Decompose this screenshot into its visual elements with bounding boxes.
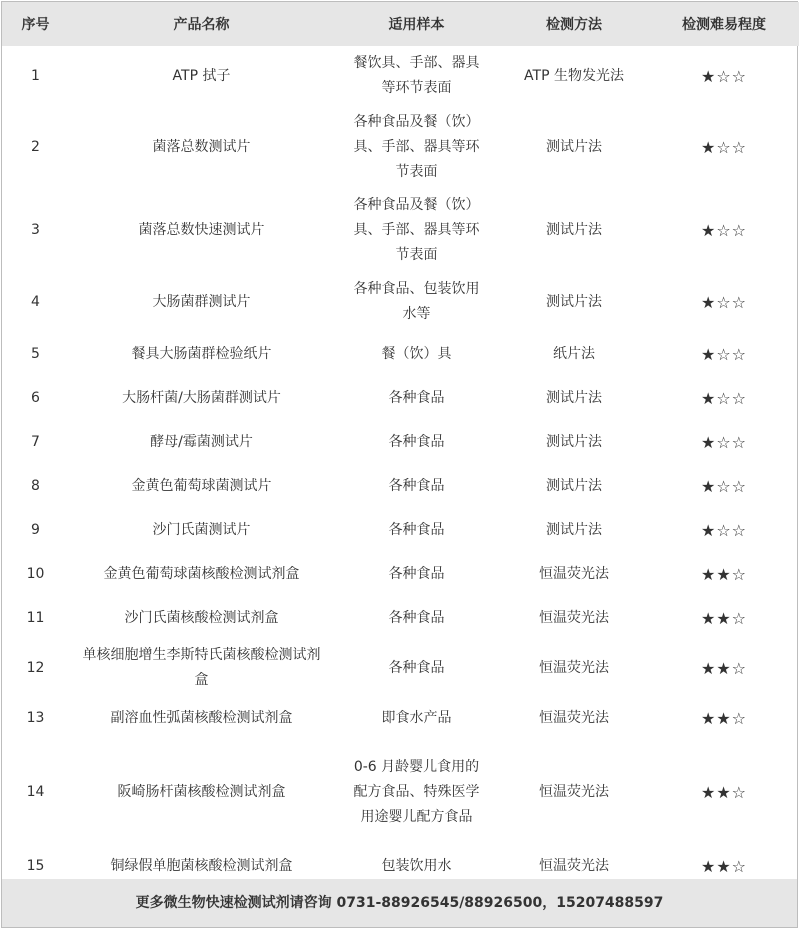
cell-method: 恒温荧光法 bbox=[539, 565, 609, 582]
cell-method: 测试片法 bbox=[546, 293, 602, 310]
filled-star-icon: ★ bbox=[700, 782, 717, 802]
empty-star-icon: ☆ bbox=[731, 658, 748, 678]
cell-product-name: 单核细胞增生李斯特氏菌核酸检测试剂盒 bbox=[82, 647, 321, 688]
cell-difficulty-rating bbox=[649, 420, 799, 464]
filled-star-icon: ★ bbox=[700, 388, 717, 408]
empty-star-icon: ☆ bbox=[731, 66, 748, 86]
filled-star-icon: ★ bbox=[700, 292, 717, 312]
table-row bbox=[2, 332, 799, 376]
table-row bbox=[2, 420, 799, 464]
filled-star-icon: ★ bbox=[700, 608, 717, 628]
filled-star-icon: ★ bbox=[716, 708, 732, 728]
cell-product-name: 副溶血性弧菌核酸检测试剂盒 bbox=[110, 709, 293, 726]
cell-difficulty-rating bbox=[649, 696, 799, 740]
filled-star-icon: ★ bbox=[716, 856, 732, 876]
empty-star-icon: ☆ bbox=[731, 708, 748, 728]
empty-star-icon: ☆ bbox=[716, 388, 732, 408]
cell-method: 恒温荧光法 bbox=[539, 857, 609, 874]
empty-star-icon: ☆ bbox=[731, 782, 748, 802]
filled-star-icon: ★ bbox=[700, 564, 717, 584]
empty-star-icon: ☆ bbox=[716, 520, 732, 540]
cell-sample: 各种食品 bbox=[388, 609, 445, 626]
filled-star-icon: ★ bbox=[700, 476, 717, 496]
cell-sample: 各种食品 bbox=[388, 521, 445, 538]
cell-sample: 餐饮具、手部、器具等环节表面 bbox=[353, 55, 480, 96]
table-row bbox=[2, 189, 799, 272]
cell-difficulty-rating bbox=[649, 552, 799, 596]
cell-no: 3 bbox=[31, 222, 40, 238]
table-row bbox=[2, 696, 799, 740]
cell-sample: 0-6 月龄婴儿食用的配方食品、特殊医学用途婴儿配方食品 bbox=[353, 758, 480, 825]
cell-sample: 各种食品及餐（饮）具、手部、器具等环节表面 bbox=[353, 197, 480, 263]
empty-star-icon: ☆ bbox=[731, 520, 748, 540]
filled-star-icon: ★ bbox=[700, 66, 717, 86]
cell-no: 10 bbox=[26, 565, 45, 582]
cell-no: 7 bbox=[31, 433, 40, 450]
filled-star-icon: ★ bbox=[700, 708, 717, 728]
cell-method: 恒温荧光法 bbox=[539, 783, 609, 800]
cell-sample: 各种食品 bbox=[388, 433, 445, 450]
table-row bbox=[2, 740, 799, 844]
table-row bbox=[2, 272, 799, 332]
cell-sample: 餐（饮）具 bbox=[381, 345, 452, 362]
header-method: 检测方法 bbox=[499, 2, 649, 46]
cell-method: 恒温荧光法 bbox=[539, 709, 609, 726]
cell-difficulty-rating bbox=[649, 640, 799, 696]
cell-product-name: 阪崎肠杆菌核酸检测试剂盒 bbox=[117, 783, 286, 800]
cell-method: 恒温荧光法 bbox=[539, 609, 609, 626]
empty-star-icon: ☆ bbox=[716, 138, 732, 157]
table-body bbox=[2, 46, 799, 888]
cell-no: 1 bbox=[31, 67, 40, 84]
cell-method: 测试片法 bbox=[546, 389, 602, 406]
table-row bbox=[2, 376, 799, 420]
filled-star-icon: ★ bbox=[700, 221, 717, 240]
table-header-row bbox=[2, 2, 799, 46]
empty-star-icon: ☆ bbox=[731, 856, 748, 876]
product-table bbox=[2, 2, 799, 888]
cell-difficulty-rating bbox=[649, 46, 799, 106]
cell-difficulty-rating bbox=[649, 508, 799, 552]
table-row bbox=[2, 106, 799, 189]
cell-sample: 各种食品 bbox=[388, 477, 445, 494]
filled-star-icon: ★ bbox=[700, 344, 717, 364]
cell-difficulty-rating bbox=[649, 272, 799, 332]
cell-product-name: 餐具大肠菌群检验纸片 bbox=[131, 345, 272, 362]
cell-sample: 各种食品 bbox=[388, 389, 445, 406]
product-table-frame bbox=[1, 1, 798, 928]
cell-method: 测试片法 bbox=[546, 433, 602, 450]
empty-star-icon: ☆ bbox=[716, 432, 732, 452]
empty-star-icon: ☆ bbox=[716, 292, 732, 312]
cell-no: 15 bbox=[26, 857, 45, 874]
cell-no: 5 bbox=[31, 345, 40, 362]
cell-sample: 即食水产品 bbox=[381, 709, 452, 726]
filled-star-icon: ★ bbox=[716, 564, 732, 584]
header-sample: 适用样本 bbox=[334, 2, 499, 46]
filled-star-icon: ★ bbox=[700, 138, 717, 157]
table-row bbox=[2, 552, 799, 596]
cell-product-name: 金黄色葡萄球菌测试片 bbox=[131, 477, 272, 494]
header-no: 序号 bbox=[2, 2, 69, 46]
cell-product-name: 金黄色葡萄球菌核酸检测试剂盒 bbox=[103, 565, 300, 582]
contact-footer: 更多微生物快速检测试剂请咨询 0731-88926545/88926500，15207488597 bbox=[2, 879, 797, 927]
cell-no: 12 bbox=[26, 659, 45, 676]
cell-no: 11 bbox=[26, 609, 45, 626]
cell-no: 4 bbox=[31, 293, 40, 310]
cell-method: 纸片法 bbox=[553, 345, 595, 362]
empty-star-icon: ☆ bbox=[731, 476, 748, 496]
cell-no: 8 bbox=[31, 477, 40, 494]
cell-difficulty-rating bbox=[649, 596, 799, 640]
filled-star-icon: ★ bbox=[716, 782, 732, 802]
cell-difficulty-rating bbox=[649, 376, 799, 420]
cell-product-name: 大肠杆菌/大肠菌群测试片 bbox=[122, 389, 281, 406]
cell-sample: 各种食品、包装饮用水等 bbox=[353, 281, 480, 322]
empty-star-icon: ☆ bbox=[731, 608, 748, 628]
cell-difficulty-rating bbox=[649, 464, 799, 508]
cell-product-name: 酵母/霉菌测试片 bbox=[150, 433, 253, 450]
table-row bbox=[2, 640, 799, 696]
empty-star-icon: ☆ bbox=[731, 388, 748, 408]
cell-method: 测试片法 bbox=[546, 139, 602, 155]
cell-no: 13 bbox=[26, 709, 45, 726]
cell-product-name: ATP 拭子 bbox=[172, 67, 231, 84]
header-product-name: 产品名称 bbox=[69, 2, 334, 46]
empty-star-icon: ☆ bbox=[731, 432, 748, 452]
cell-product-name: 沙门氏菌核酸检测试剂盒 bbox=[124, 609, 279, 626]
cell-method: ATP 生物发光法 bbox=[524, 67, 624, 84]
table-row bbox=[2, 46, 799, 106]
cell-difficulty-rating bbox=[649, 740, 799, 844]
empty-star-icon: ☆ bbox=[716, 344, 732, 364]
empty-star-icon: ☆ bbox=[731, 221, 748, 240]
filled-star-icon: ★ bbox=[716, 658, 732, 678]
empty-star-icon: ☆ bbox=[731, 292, 748, 312]
table-row bbox=[2, 508, 799, 552]
cell-method: 恒温荧光法 bbox=[539, 659, 609, 676]
table-row bbox=[2, 596, 799, 640]
empty-star-icon: ☆ bbox=[731, 138, 748, 157]
cell-sample: 包装饮用水 bbox=[381, 857, 452, 874]
cell-difficulty-rating bbox=[649, 106, 799, 189]
cell-no: 14 bbox=[26, 783, 45, 800]
cell-product-name: 铜绿假单胞菌核酸检测试剂盒 bbox=[110, 857, 293, 874]
cell-difficulty-rating bbox=[649, 332, 799, 376]
cell-no: 9 bbox=[31, 521, 40, 538]
header-difficulty: 检测难易程度 bbox=[649, 2, 799, 46]
empty-star-icon: ☆ bbox=[716, 221, 732, 240]
cell-method: 测试片法 bbox=[546, 477, 602, 494]
filled-star-icon: ★ bbox=[700, 658, 717, 678]
empty-star-icon: ☆ bbox=[716, 476, 732, 496]
filled-star-icon: ★ bbox=[700, 856, 717, 876]
cell-product-name: 菌落总数测试片 bbox=[152, 139, 251, 155]
empty-star-icon: ☆ bbox=[731, 564, 748, 584]
cell-method: 测试片法 bbox=[546, 222, 602, 238]
cell-no: 6 bbox=[31, 389, 40, 406]
empty-star-icon: ☆ bbox=[716, 66, 732, 86]
table-row bbox=[2, 464, 799, 508]
cell-product-name: 菌落总数快速测试片 bbox=[138, 222, 265, 238]
cell-sample: 各种食品 bbox=[388, 659, 445, 676]
cell-sample: 各种食品 bbox=[388, 565, 445, 582]
filled-star-icon: ★ bbox=[700, 520, 717, 540]
cell-no: 2 bbox=[31, 139, 40, 155]
cell-product-name: 大肠菌群测试片 bbox=[152, 293, 251, 310]
filled-star-icon: ★ bbox=[716, 608, 732, 628]
cell-product-name: 沙门氏菌测试片 bbox=[152, 521, 251, 538]
empty-star-icon: ☆ bbox=[731, 344, 748, 364]
cell-difficulty-rating bbox=[649, 189, 799, 272]
cell-method: 测试片法 bbox=[546, 521, 602, 538]
cell-sample: 各种食品及餐（饮）具、手部、器具等环节表面 bbox=[353, 114, 480, 180]
filled-star-icon: ★ bbox=[700, 432, 717, 452]
